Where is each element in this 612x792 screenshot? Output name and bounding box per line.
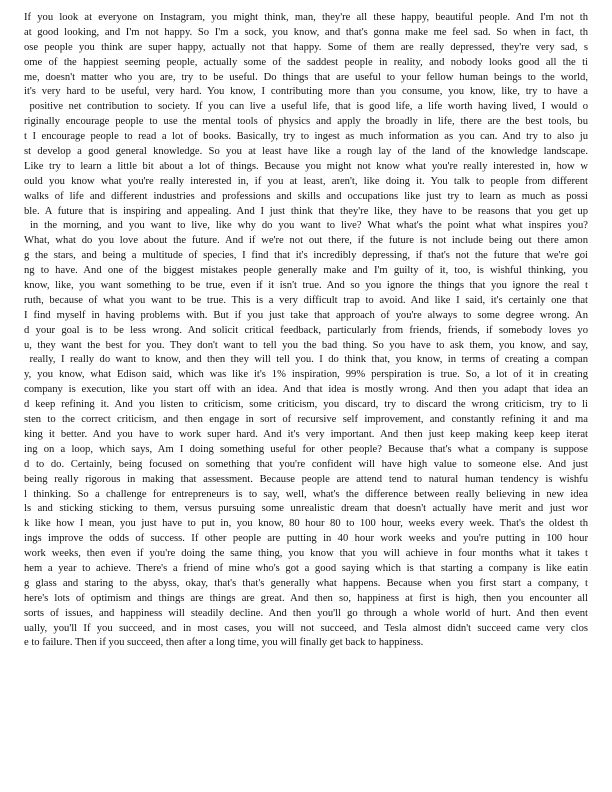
text-line-34: ls and sticking sticking to them, versus pursuing some unrealistic dream that doesn't actually have merit and just wor: [24, 503, 588, 515]
text-line-43: e to failure. Then if you succeed, then after a long time, you will finally get back to happiness.: [24, 637, 424, 649]
text-line-27: d keep refining it. And you listen to criticism, some criticism, you discard, try to discard the wrong criticism, try to li: [24, 399, 588, 411]
text-line-42: ually, you'll If you succeed, and in most cases, you will not succeed, and Tesla almost didn't succeed came very clos: [24, 622, 588, 634]
text-line-9: t I encourage people to read a lot of books. Basically, try to ingest as much information as you can. And try to also ju: [24, 131, 588, 143]
text-line-18: ng to have. And one of the biggest mistakes people generally make and I'm guilty of it, too, is wishful thinking, you: [24, 265, 588, 277]
text-line-14: ble. A future that is inspiring and appealing. And I just think that they're like, they have to be reasons that you get up: [24, 205, 588, 217]
text-line-36: ings improve the odds of success. If other people are putting in 40 hour work weeks and you're putting in 100 hour: [24, 533, 588, 545]
text-line-8: riginally encourage people to use the mental tools of physics and apply the broadly in life, there are the best tools, bu: [24, 116, 588, 128]
text-line-31: d to do. Certainly, being focused on something that you're confident will have high value to someone else. And just: [24, 458, 588, 470]
text-line-2: at good looking, and I'm not happy. So I'm a sock, you know, and that's gonna make me feel sad. So when in fact, th: [24, 26, 588, 38]
text-line-12: ould you know what you're really interested in, if you at least, aren't, like doing it. You talk to people from different: [24, 175, 588, 187]
text-line-25: y, you know, what Edison said, which was like it's 1% inspiration, 99% perspiration is true. So, a lot of it in creating: [24, 369, 588, 381]
text-line-3: ose people you think are super happy, actually not that happy. Some of them are really depressed, they're very sad, s: [24, 41, 588, 53]
text-line-4: ome of the happiest seeming people, actually some of the saddest people in reality, and nobody looks good all the ti: [24, 56, 588, 68]
text-line-17: g the stars, and being a multitude of species, I find that it's incredibly depressing, if that's not the future that we're goi: [24, 250, 588, 262]
text-line-28: sten to the correct criticism, and then engage in sort of recursive self improvement, and constantly refining it and ma: [24, 414, 588, 426]
text-line-20: ruth, because of what you want to be true. This is a very difficult trap to avoid. And like I said, it's certainly one that: [24, 294, 588, 306]
text-line-39: g glass and staring to the abyss, okay, that's that's generally what happens. Because when you first start a company, t: [24, 577, 588, 589]
text-line-38: hem a year to achieve. There's a friend of mine who's got a good saying which is that starting a company is like eatin: [24, 562, 588, 574]
text-line-10: st develop a good general knowledge. So you at least have like a rough lay of the land of the knowledge landscape.: [24, 146, 588, 158]
text-line-40: here's lots of optimism and things are things are great. And then so, happiness at first is high, then you encounter all: [24, 592, 588, 604]
text-line-15: in the morning, and you want to live, like why do you want to live? What what's the point what what inspires you?: [24, 220, 588, 232]
text-line-5: me, doesn't matter who you are, try to be useful. Do things that are useful to your fellow human beings to the world,: [24, 71, 588, 83]
text-line-35: k like how I mean, you just have to put in, you know, 80 hour 80 to 100 hour, weeks every week. That's the oldest th: [24, 518, 588, 530]
document-page: [24, 11, 588, 651]
text-line-19: know, like, you want something to be true, even if it isn't true. And so you ignore the things that you ignore the real t: [24, 280, 588, 292]
text-line-23: u, they want the best for you. They don't want to tell you the bad thing. So you have to ask them, you know, and say,: [24, 339, 588, 351]
text-line-11: Like try to learn a little bit about a lot of things. Because you might not know what you're really interested in, how w: [24, 160, 588, 172]
text-line-30: ing on a loop, which says, Am I doing something useful for other people? Because that's what a company is suppose: [24, 443, 588, 455]
text-line-37: work weeks, then even if you're doing the same thing, you know that you will achieve in four months what it takes t: [24, 548, 588, 560]
text-line-1: If you look at everyone on Instagram, you might think, man, they're all these happy, beautiful people. And I'm not th: [24, 12, 588, 23]
text-line-16: What, what do you love about the future. And if we're not out there, if the future is not include being out there amon: [24, 235, 588, 247]
text-line-21: I find myself in having problems with. But if you just take that approach of you're always to some degree wrong. An: [24, 309, 588, 321]
text-line-29: king it better. And you have to work super hard. And it's very important. And then just keep making keep keep iterat: [24, 428, 588, 440]
text-line-32: being really rigorous in making that assessment. Because people are attend tend to natural human tendency is wishfu: [24, 473, 588, 485]
text-line-22: d your goal is to be less wrong. And solicit critical feedback, particularly from friends, friends, if somebody loves yo: [24, 324, 588, 336]
text-line-6: it's very hard to be useful, very hard. You know, I contributing more than you consume, you know, like, try to have a: [24, 86, 588, 98]
text-line-26: company is execution, like you start off with an idea. And that idea is mostly wrong. And then you adapt that idea an: [24, 384, 588, 396]
text-line-33: l thinking. So a challenge for entrepreneurs is to say, well, what's the difference between really believing in new idea: [24, 488, 588, 500]
text-line-41: sorts of issues, and happiness will steadily decline. And then you'll go through a whole world of hurt. And then event: [24, 607, 588, 619]
text-line-24: really, I really do want to know, and then they will tell you. I do think that, you know, in terms of creating a compan: [24, 354, 588, 366]
text-line-7: positive net contribution to society. If you can live a useful life, that is good life, a life worth having lived, I would o: [24, 101, 588, 113]
text-line-13: walks of life and different industries and professions and skills and occupations like just try to learn as much as possi: [24, 190, 588, 202]
